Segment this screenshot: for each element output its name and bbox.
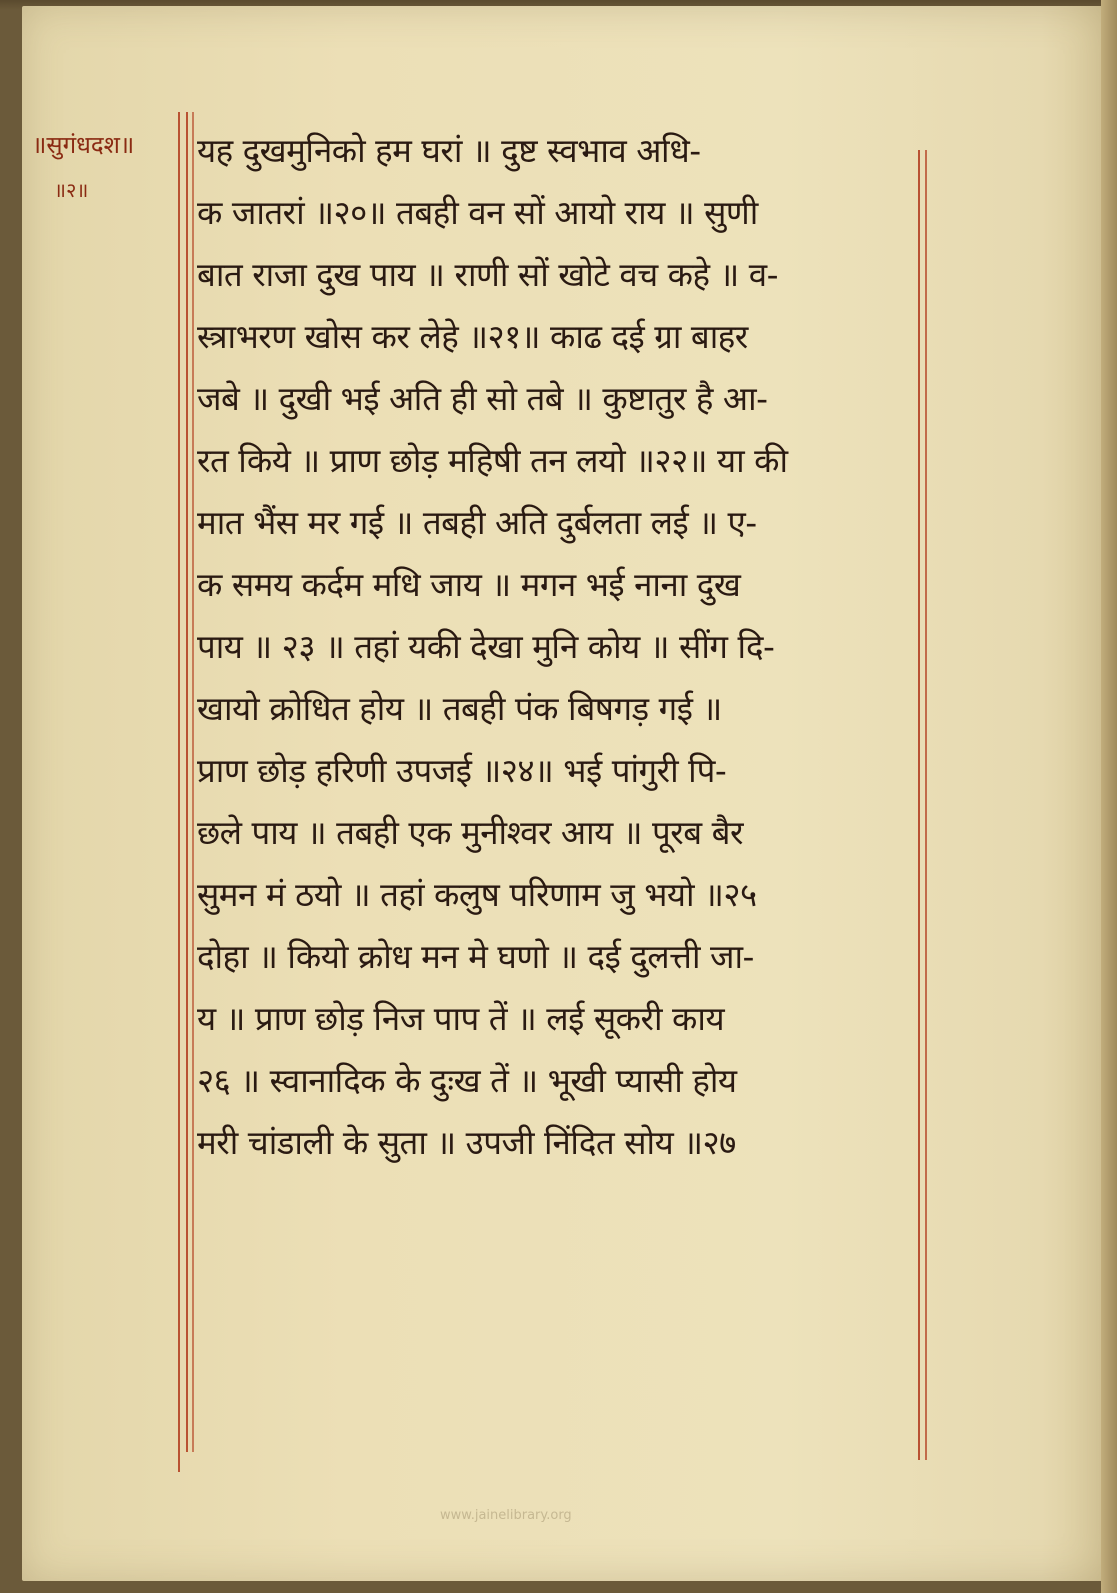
text-line-12: छले पाय ॥ तबही एक मुनीश्वर आय ॥ पूरब बैर — [197, 813, 743, 852]
left-margin-rule-third — [192, 112, 194, 1452]
text-line-14: दोहा ॥ कियो क्रोध मन मे घणो ॥ दई दुलत्ती जा- — [197, 937, 754, 976]
text-line-2: क जातरां ॥२०॥ तबही वन सों आयो राय ॥ सुणी — [197, 193, 758, 232]
text-line-16: २६ ॥ स्वानादिक के दुःख तें ॥ भूखी प्यासी होय — [197, 1061, 737, 1100]
watermark: www.jainelibrary.org — [440, 1508, 572, 1523]
text-line-9: पाय ॥ २३ ॥ तहां यकी देखा मुनि कोय ॥ सींग दि- — [197, 627, 775, 666]
text-line-13: सुमन मं ठयो ॥ तहां कलुष परिणाम जु भयो ॥२५ — [197, 875, 757, 914]
text-line-17: मरी चांडाली के सुता ॥ उपजी निंदित सोय ॥२७ — [197, 1123, 736, 1162]
text-line-5: जबे ॥ दुखी भई अति ही सो तबे ॥ कुष्टातुर है आ- — [197, 379, 768, 418]
text-line-6: रत किये ॥ प्राण छोड़ महिषी तन लयो ॥२२॥ या की — [197, 441, 788, 480]
text-line-11: प्राण छोड़ हरिणी उपजई ॥२४॥ भई पांगुरी पि- — [197, 751, 727, 790]
leaf-number: ॥२॥ — [54, 178, 89, 202]
margin-title: ॥सुगंधदश॥ — [32, 131, 135, 159]
left-margin-rule-outer — [178, 112, 180, 1472]
text-line-10: खायो क्रोधित होय ॥ तबही पंक बिषगड़ गई ॥ — [197, 689, 722, 728]
text-line-15: य ॥ प्राण छोड़ निज पाप तें ॥ लई सूकरी काय — [197, 999, 725, 1038]
book-binding-edge — [1101, 0, 1117, 1593]
text-line-7: मात भैंस मर गई ॥ तबही अति दुर्बलता लई ॥ ए- — [197, 503, 757, 542]
text-line-4: स्त्राभरण खोस कर लेहे ॥२१॥ काढ दई ग्रा बाहर — [197, 317, 748, 356]
text-line-3: बात राजा दुख पाय ॥ राणी सों खोटे वच कहे ॥ व- — [197, 255, 779, 294]
manuscript-text — [197, 120, 927, 1174]
text-line-1: यह दुखमुनिको हम घरां ॥ दुष्ट स्वभाव अधि- — [197, 131, 701, 170]
left-margin-rule-inner — [186, 112, 188, 1452]
text-line-8: क समय कर्दम मधि जाय ॥ मगन भई नाना दुख — [197, 565, 741, 604]
